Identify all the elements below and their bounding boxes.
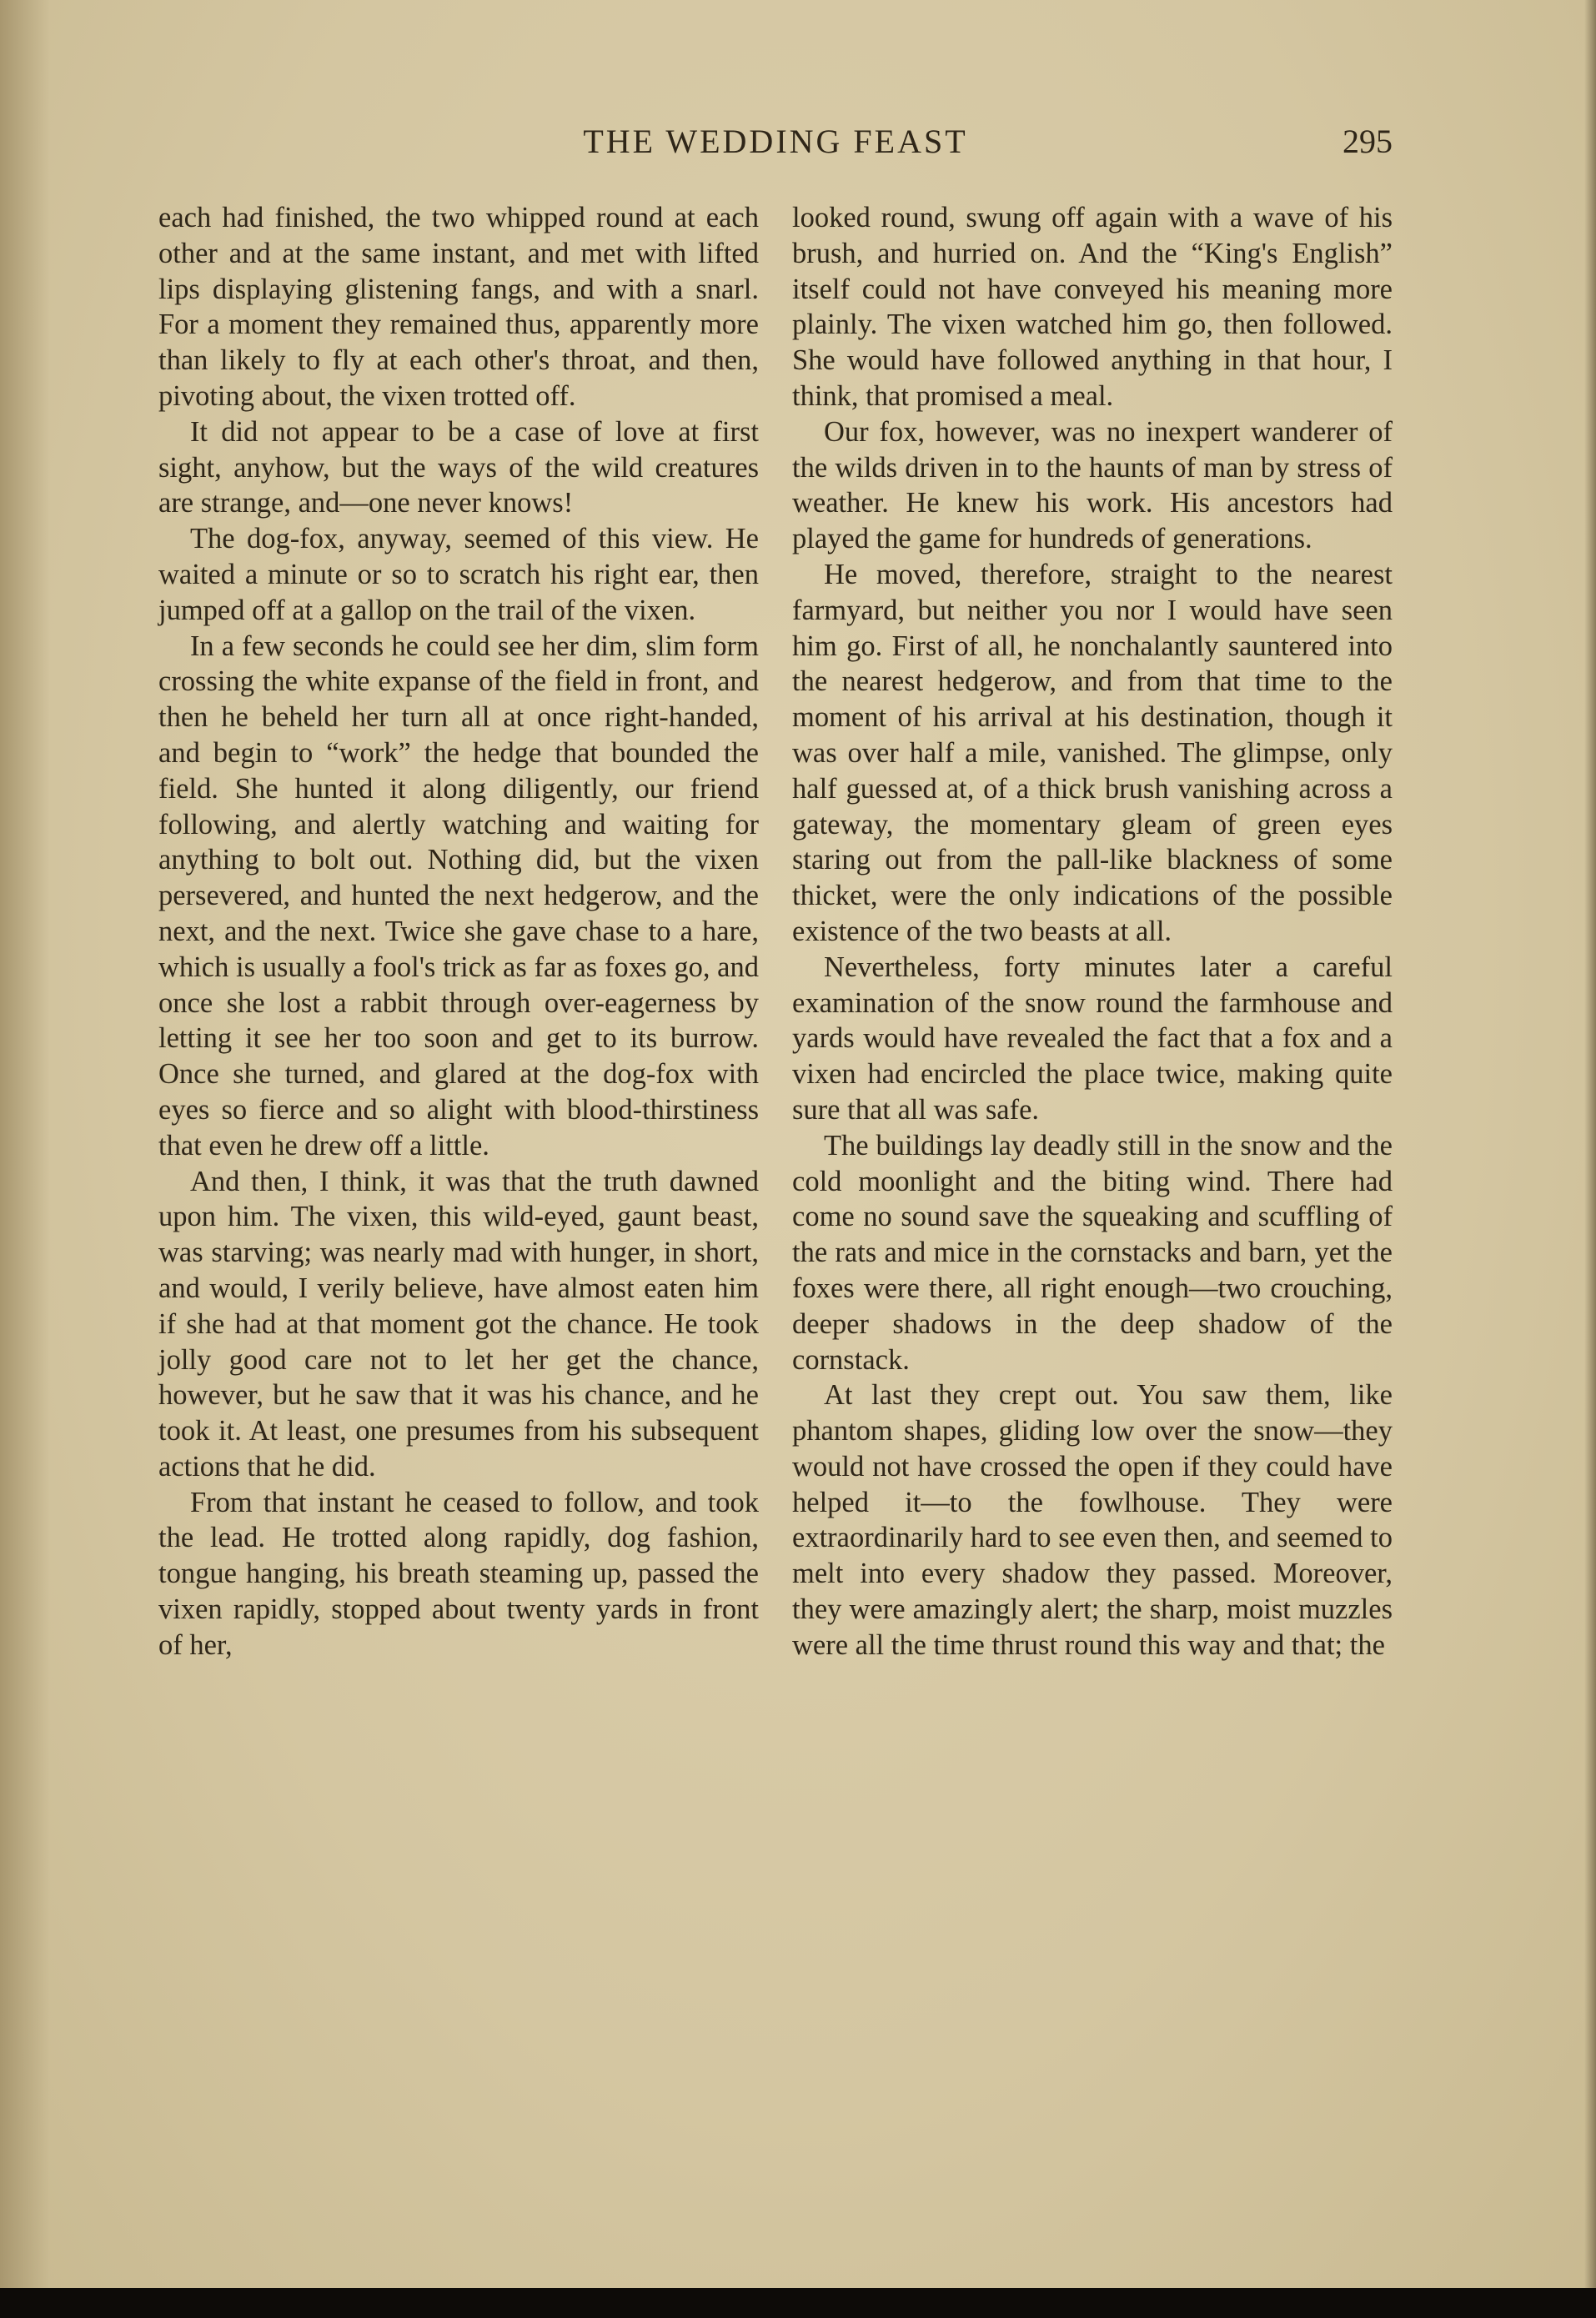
paragraph: At last they crept out. You saw them, like phantom shapes, gliding low over the snow—they would not have crossed the open if they could have helped it—to the fowlhouse. They were extraordinarily hard to see even then, and seemed to melt into every shadow they passed. Moreover, they were amazingly alert; the sharp, moist muzzles were all the time thrust round this way and that; the <box>792 1379 1393 1661</box>
paragraph: Nevertheless, forty minutes later a careful examination of the snow round the farmhouse and yards would have revealed the fact that a fox and a vixen had encircled the place twice, making quite sure that all was safe. <box>792 951 1393 1126</box>
text-column-left <box>158 200 759 1663</box>
page-gutter-shadow <box>0 0 50 2318</box>
paragraph: looked round, swung off again with a wave of his brush, and hurried on. And the “King's English” itself could not have conveyed his meaning more plainly. The vixen watched him go, then followed. She would have followed anything in that hour, I think, that promised a meal. <box>792 202 1393 412</box>
page-edge-shadow <box>1584 0 1596 2318</box>
page-header <box>158 117 1393 167</box>
paragraph: The dog-fox, anyway, seemed of this view. He waited a minute or so to scratch his right ear, then jumped off at a gallop on the trail of the vixen. <box>158 523 759 626</box>
page-number: 295 <box>1343 123 1393 160</box>
running-title: THE WEDDING FEAST <box>583 123 968 160</box>
text-column-right <box>792 200 1393 1663</box>
paragraph: From that instant he ceased to follow, and took the lead. He trotted along rapidly, dog fashion, tongue hanging, his breath steaming up, passed the vixen rapidly, stopped about twenty yards in front of her, <box>158 1486 759 1661</box>
paragraph: The buildings lay deadly still in the snow and the cold moonlight and the biting wind. There had come no sound save the squeaking and scuffling of the rats and mice in the cornstacks and barn, yet the foxes were there, all right enough—two crouching, deeper shadows in the deep shadow of the cornstack. <box>792 1129 1393 1376</box>
scan-bottom-edge <box>0 2288 1596 2318</box>
paragraph: And then, I think, it was that the truth dawned upon him. The vixen, this wild-eyed, gaunt beast, was starving; was nearly mad with hunger, in short, and would, I verily believe, have almost eaten him if she had at that moment got the chance. He took jolly good care not to let her get the chance, however, but he saw that it was his chance, and he took it. At least, one presumes from his subsequent actions that he did. <box>158 1165 759 1483</box>
paragraph: In a few seconds he could see her dim, slim form crossing the white expanse of the field in front, and then he beheld her turn all at once right-handed, and begin to “work” the hedge that bounded the field. She hunted it along diligently, our friend following, and alertly watching and waiting for anything to bolt out. Nothing did, but the vixen persevered, and hunted the next hedgerow, and the next, and the next. Twice she gave chase to a hare, which is usually a fool's trick as far as foxes go, and once she lost a rabbit through over-eagerness by letting it see her too soon and get to its burrow. Once she turned, and glared at the dog-fox with eyes so fierce and so alight with blood-thirstiness that even he drew off a little. <box>158 630 759 1162</box>
paragraph: It did not appear to be a case of love at first sight, anyhow, but the ways of the wild creatures are strange, and—one never knows! <box>158 415 759 519</box>
paragraph: Our fox, however, was no inexpert wanderer of the wilds driven in to the haunts of man by stress of weather. He knew his work. His ancestors had played the game for hundreds of generations. <box>792 415 1393 555</box>
paragraph: each had finished, the two whipped round at each other and at the same instant, and met with lifted lips displaying glistening fangs, and with a snarl. For a moment they remained thus, apparently more than likely to fly at each other's throat, and then, pivoting about, the vixen trotted off. <box>158 202 759 412</box>
paragraph: He moved, therefore, straight to the nearest farmyard, but neither you nor I would have seen him go. First of all, he nonchalantly sauntered into the nearest hedgerow, and from that time to the moment of his arrival at his destination, though it was over half a mile, vanished. The glimpse, only half guessed at, of a thick brush vanishing across a gateway, the momentary gleam of green eyes staring out from the pall-like blackness of some thicket, were the only indications of the possible existence of the two beasts at all. <box>792 558 1393 947</box>
